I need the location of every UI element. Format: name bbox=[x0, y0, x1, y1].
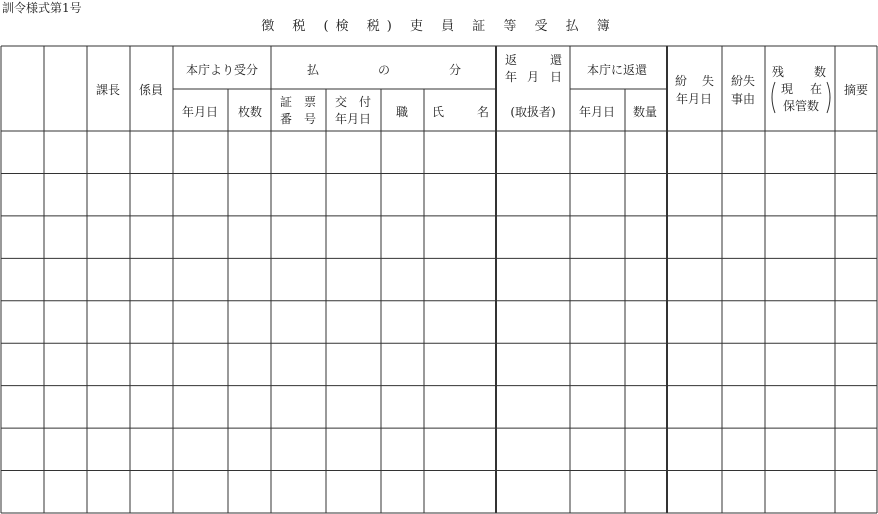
header-payout-post: 職 bbox=[395, 105, 409, 119]
header-payout-number-1: 証 票 bbox=[279, 95, 317, 109]
header-remaining-paren-left bbox=[772, 82, 775, 113]
header-return-month: 月 bbox=[526, 70, 540, 84]
header-return-char-1: 返 bbox=[504, 53, 518, 67]
page-title: 徴 税 (検 税) 吏 員 証 等 受 払 簿 bbox=[261, 19, 617, 34]
header-return-char-2: 還 bbox=[549, 53, 563, 67]
header-payout-number-2: 番 号 bbox=[279, 112, 317, 126]
form-id-label: 訓令様式第1号 bbox=[2, 1, 82, 15]
header-lost-reason-1: 紛失 bbox=[730, 74, 756, 88]
header-lost-char-1: 紛 bbox=[674, 74, 688, 88]
header-payout-name-2: 名 bbox=[476, 105, 490, 119]
header-return-group-qty: 数量 bbox=[632, 105, 658, 119]
header-remaining-stock: 保管数 bbox=[782, 99, 820, 113]
header-lost-date: 年月日 bbox=[675, 92, 713, 106]
header-remaining-now-1: 現 bbox=[780, 82, 794, 96]
header-remaining-char-1: 残 bbox=[771, 65, 785, 79]
header-return-group: 本庁に返還 bbox=[586, 63, 648, 77]
header-remaining-char-2: 数 bbox=[813, 65, 827, 79]
header-lost-reason-2: 事由 bbox=[730, 92, 756, 106]
header-receive-group: 本庁より受分 bbox=[185, 63, 259, 77]
header-kacho: 課長 bbox=[95, 83, 121, 97]
header-lost-char-2: 失 bbox=[701, 74, 715, 88]
header-return-day: 日 bbox=[549, 70, 563, 84]
header-payout-char-2: の bbox=[377, 63, 391, 77]
header-return-handler: (取扱者) bbox=[510, 105, 556, 119]
header-remaining-now-2: 在 bbox=[809, 82, 823, 96]
header-kakari: 係員 bbox=[138, 83, 164, 97]
header-payout-issue-2: 年月日 bbox=[334, 112, 372, 126]
header-receive-date: 年月日 bbox=[181, 105, 219, 119]
header-remaining-paren-right bbox=[827, 82, 830, 113]
header-return-year: 年 bbox=[504, 70, 518, 84]
header-return-group-date: 年月日 bbox=[578, 105, 616, 119]
header-remarks: 摘要 bbox=[843, 83, 869, 97]
header-payout-issue-1: 交 付 bbox=[334, 95, 372, 109]
header-receive-count: 枚数 bbox=[237, 105, 263, 119]
header-payout-name-1: 氏 bbox=[431, 105, 445, 119]
header-payout-char-3: 分 bbox=[448, 63, 462, 77]
header-payout-char-1: 払 bbox=[306, 63, 320, 77]
